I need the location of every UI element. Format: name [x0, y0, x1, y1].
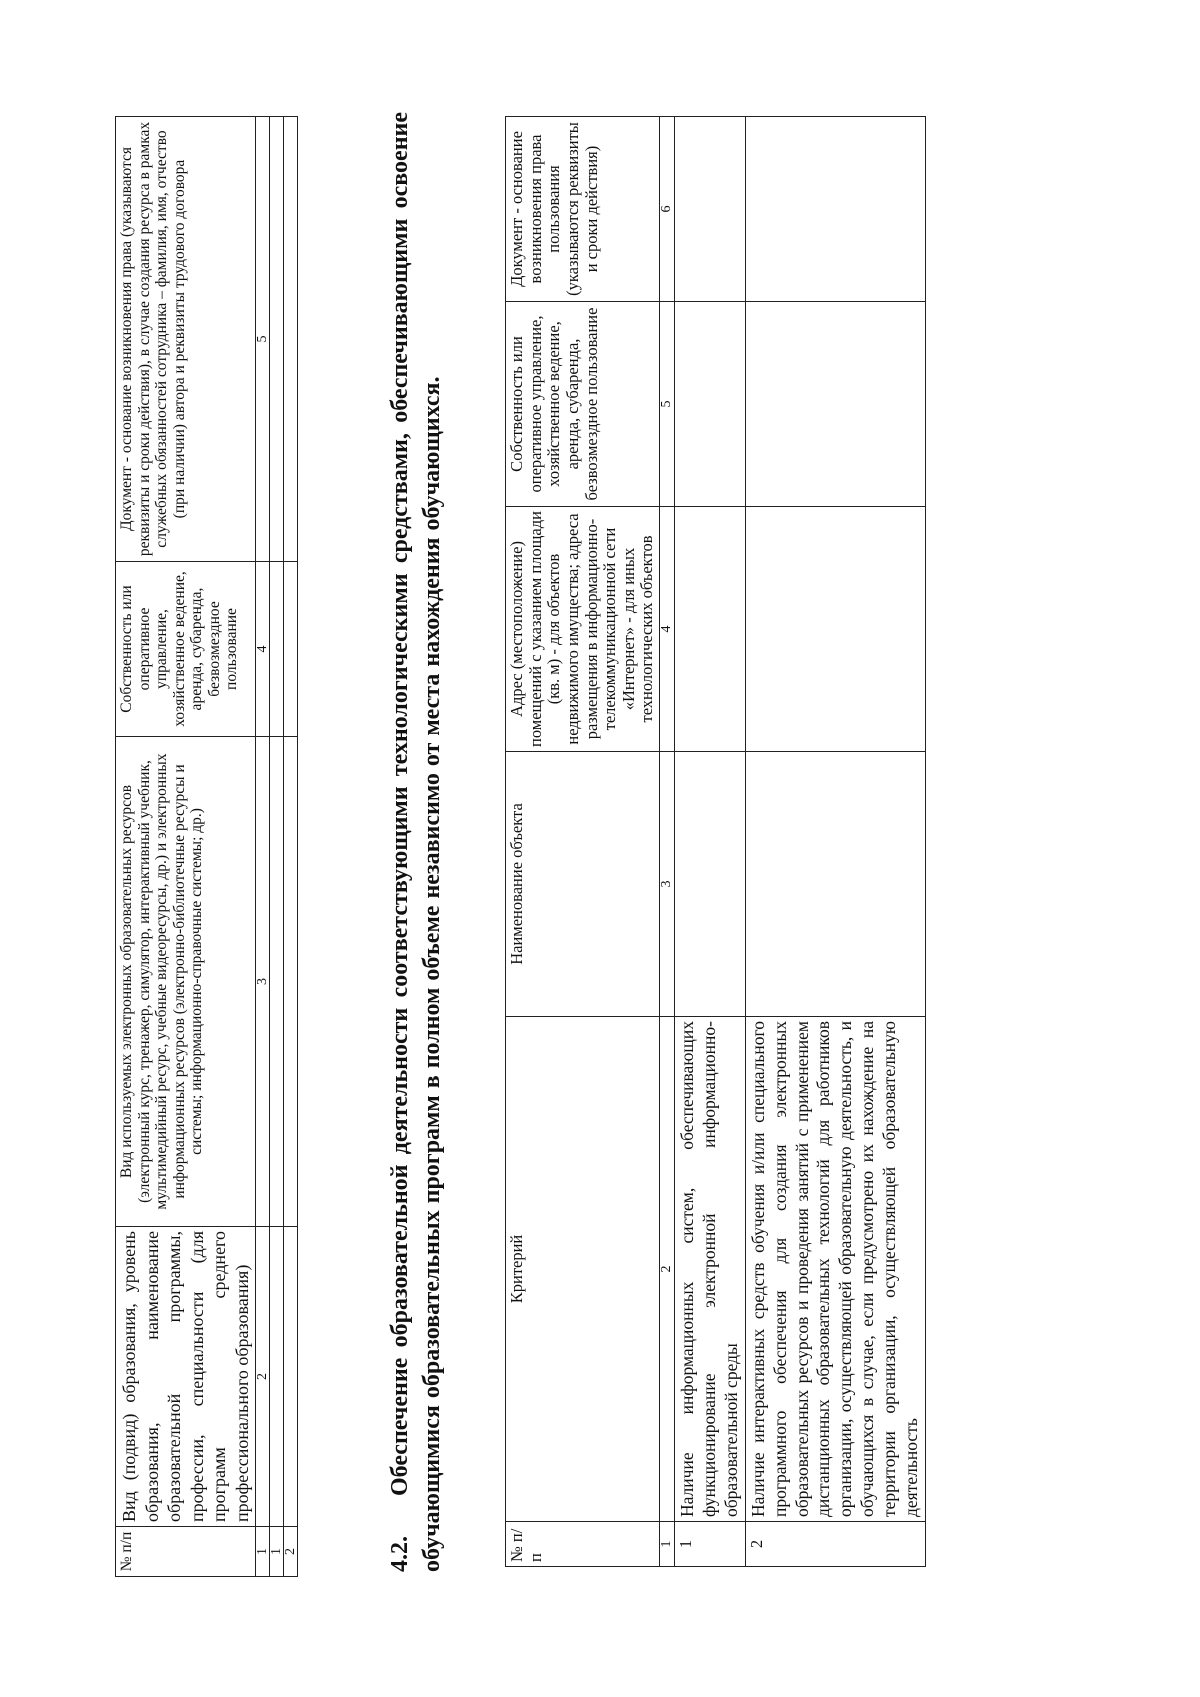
numbering-cell: 5: [256, 117, 270, 562]
table-row: [745, 117, 925, 1567]
table-cell: [675, 302, 746, 507]
numbering-cell: 1: [660, 1522, 675, 1567]
numbering-cell: 5: [660, 302, 675, 507]
header-address: Адрес (местоположение) помещений с указанием площади (кв. м) - для объектов недвижимого имущества; адреса размещения в информационно-телекоммуникационной сети «Интернет» - для иных технологических объектов: [506, 507, 660, 752]
numbering-cell: 1: [256, 1527, 270, 1577]
row-number: 1: [270, 1527, 284, 1577]
section-heading: [385, 112, 448, 1572]
header-document: Документ - основание возникновения права пользования (указываются реквизиты и сроки действия): [506, 117, 660, 302]
table-cell: [284, 1227, 298, 1527]
criterion-cell: Наличие интерактивных средств обучения и/или специального программного обеспечения для создания электронных образовательных ресурсов и проведения занятий с применением дистанционных образовательных технологий для работников организации, осуществляющей образовательную деятельность, и обучающихся в случае, если предусмотрено их нахождение на территории организации, осуществляющей образовательную деятельность: [745, 1017, 925, 1522]
header-ownership: Собственность или оперативное управление, хозяйственное ведение, аренда, субаренда, безвозмездное пользование: [116, 562, 256, 737]
table-cell: [270, 562, 284, 737]
row-number: 1: [675, 1522, 746, 1567]
numbering-cell: 3: [256, 737, 270, 1227]
table-row: [284, 117, 298, 1577]
numbering-cell: 4: [256, 562, 270, 737]
numbering-cell: 6: [660, 117, 675, 302]
table-numbering-row: [256, 117, 270, 1577]
table-cell: [675, 507, 746, 752]
technology-table: [505, 116, 926, 1567]
table-cell: [270, 117, 284, 562]
table-cell: [745, 117, 925, 302]
resources-table: [115, 116, 298, 1577]
table-cell: [745, 302, 925, 507]
row-number: 2: [745, 1522, 925, 1567]
numbering-cell: 2: [660, 1017, 675, 1522]
header-object-name: Наименование объекта: [506, 752, 660, 1017]
row-number: 2: [284, 1527, 298, 1577]
table-cell: [284, 562, 298, 737]
header-document: Документ - основание возникновения права (указываются реквизиты и сроки действия), в случае создания ресурса в рамках служебных обязанностей сотрудника – фамилия, имя, отчество (при наличии) автора и реквизиты трудового договора: [116, 117, 256, 562]
header-ownership: Собственность или оперативное управление, хозяйственное ведение, аренда, субаренда, безвозмездное пользование: [506, 302, 660, 507]
table-cell: [284, 117, 298, 562]
table-cell: [745, 752, 925, 1017]
table-cell: [675, 752, 746, 1017]
table-cell: [745, 507, 925, 752]
table-cell: [284, 737, 298, 1227]
table-cell: [270, 1227, 284, 1527]
table-cell: [270, 737, 284, 1227]
table-row: [675, 117, 746, 1567]
table-cell: [675, 117, 746, 302]
table-numbering-row: [660, 117, 675, 1567]
table-header-row: [506, 117, 660, 1567]
header-resource-type: Вид используемых электронных образовательных ресурсов (электронный курс, тренажер, симулятор, интерактивный учебник, мультимедийный ресурс, учебные видеоресурсы, др.) и электронных информационных ресурсов (электронно-библиотечные ресурсы и системы; информационно-справочные системы; др.): [116, 737, 256, 1227]
numbering-cell: 3: [660, 752, 675, 1017]
numbering-cell: 2: [256, 1227, 270, 1527]
table-row: [270, 117, 284, 1577]
section-number: 4.2.: [387, 1536, 413, 1572]
header-num: № п/п: [116, 1527, 256, 1577]
numbering-cell: 4: [660, 507, 675, 752]
header-criterion: Критерий: [506, 1017, 660, 1522]
criterion-cell: Наличие информационных систем, обеспечивающих функционирование электронной информационно-образовательной среды: [675, 1017, 746, 1522]
table-header-row: [116, 117, 256, 1577]
section-title: Обеспечение образовательной деятельности соответствующими технологическими средствами, обеспечивающими освоение обучающимися образовательных программ в полном объеме независимо от места нахождения обучающихся.: [387, 112, 445, 1572]
header-num: № п/п: [506, 1522, 660, 1567]
header-program: Вид (подвид) образования, уровень образования, наименование образовательной программы, профессии, специальности (для программ среднего профессионального образования): [116, 1227, 256, 1527]
